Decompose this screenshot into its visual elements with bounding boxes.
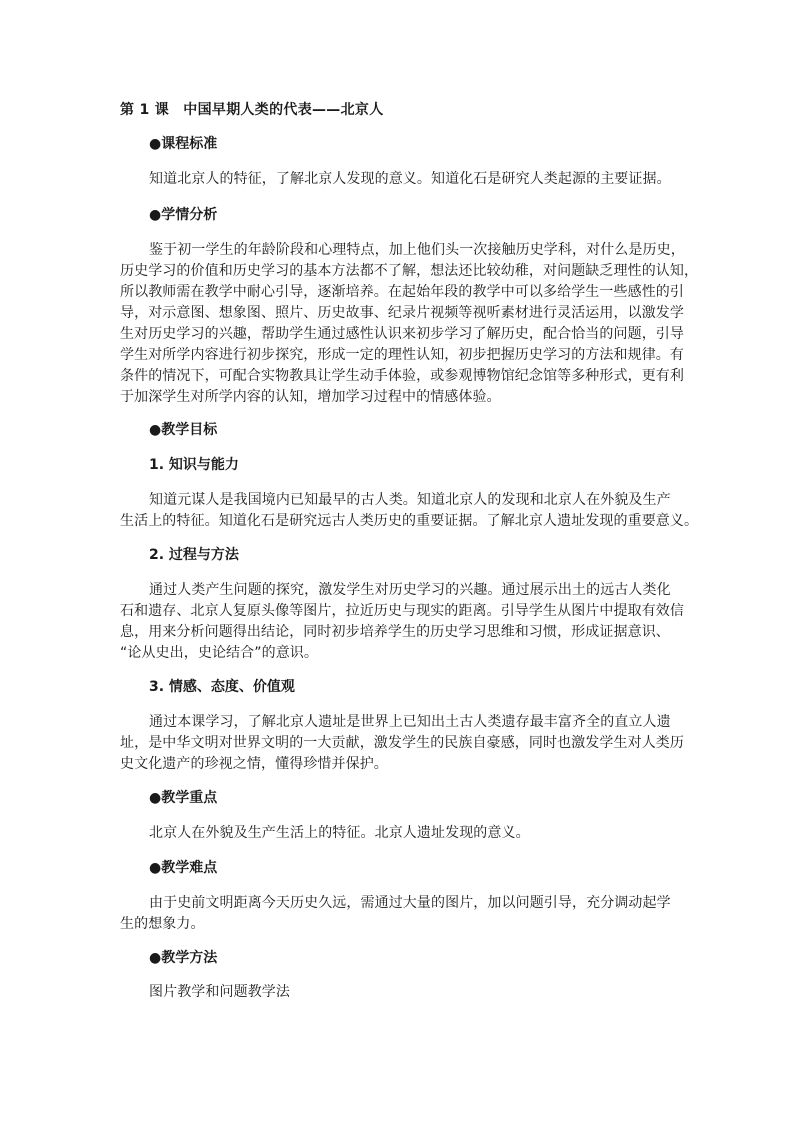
paragraph-line: 通过人类产生问题的探究，激发学生对历史学习的兴趣。通过展示出土的远古人类化 <box>149 582 671 598</box>
section-heading-standard: ●课程标准 <box>149 136 218 152</box>
paragraph-line: 所以教师需在教学中耐心引导，逐渐培养。在起始年段的教学中可以多给学生一些感性的引 <box>120 284 684 300</box>
paragraph-line: 导，对示意图、想象图、照片、历史故事、纪录片视频等视听素材进行灵活运用，以激发学 <box>120 305 684 321</box>
paragraph-line: 生对历史学习的兴趣，帮助学生通过感性认识来初步学习了解历史，配合恰当的问题，引导 <box>120 326 684 342</box>
paragraph-line: 知道北京人的特征，了解北京人发现的意义。知道化石是研究人类起源的主要证据。 <box>149 171 671 187</box>
section-heading-difficulties: ●教学难点 <box>149 860 218 876</box>
section-heading-analysis: ●学情分析 <box>149 207 218 223</box>
paragraph-line: 通过本课学习，了解北京人遗址是世界上已知出土古人类遗存最丰富齐全的直立人遗 <box>149 714 671 730</box>
paragraph-line: 于加深学生对所学内容的认知，增加学习过程中的情感体验。 <box>120 389 501 405</box>
section-heading-keypoints: ●教学重点 <box>149 790 218 806</box>
paragraph-line: 史文化遗产的珍视之情，懂得珍惜并保护。 <box>120 756 388 772</box>
paragraph-line: 学生对所学内容进行初步探究，形成一定的理性认知，初步把握历史学习的方法和规律。有 <box>120 347 684 363</box>
paragraph-line: 条件的情况下，可配合实物教具让学生动手体验，或参观博物馆纪念馆等多种形式，更有利 <box>120 368 684 384</box>
paragraph-line: 知道元谋人是我国境内已知最早的古人类。知道北京人的发现和北京人在外貌及生产 <box>149 492 671 508</box>
paragraph-line: 址，是中华文明对世界文明的一大贡献，激发学生的民族自豪感，同时也激发学生对人类历 <box>120 735 684 751</box>
paragraph-line: 生活上的特征。知道化石是研究远古人类历史的重要证据。了解北京人遗址发现的重要意义。 <box>120 513 699 529</box>
paragraph-line: 息，用来分析问题得出结论，同时初步培养学生的历史学习思维和习惯，形成证据意识、 <box>120 624 670 640</box>
paragraph-line: 图片教学和问题教学法 <box>149 984 290 1000</box>
paragraph-line: “论从史出，史论结合”的意识。 <box>120 645 319 661</box>
paragraph-line: 北京人在外貌及生产生活上的特征。北京人遗址发现的意义。 <box>149 825 530 841</box>
paragraph-line: 生的想象力。 <box>120 916 205 932</box>
paragraph-line: 由于史前文明距离今天历史久远，需通过大量的图片，加以问题引导，充分调动起学 <box>149 895 671 911</box>
subsection-heading-process: 2. 过程与方法 <box>149 547 239 563</box>
subsection-heading-emotion: 3. 情感、态度、价值观 <box>149 679 295 695</box>
subsection-heading-knowledge: 1. 知识与能力 <box>149 457 239 473</box>
paragraph-line: 历史学习的价值和历史学习的基本方法都不了解，想法还比较幼稚，对问题缺乏理性的认知， <box>120 263 699 279</box>
paragraph-line: 鉴于初一学生的年龄阶段和心理特点，加上他们头一次接触历史学科，对什么是历史， <box>149 242 685 258</box>
lesson-title: 第 1 课 中国早期人类的代表——北京人 <box>120 102 384 118</box>
paragraph-line: 石和遗存、北京人复原头像等图片，拉近历史与现实的距离。引导学生从图片中提取有效信 <box>120 603 684 619</box>
section-heading-methods: ●教学方法 <box>149 950 218 966</box>
section-heading-objectives: ●教学目标 <box>149 422 218 438</box>
